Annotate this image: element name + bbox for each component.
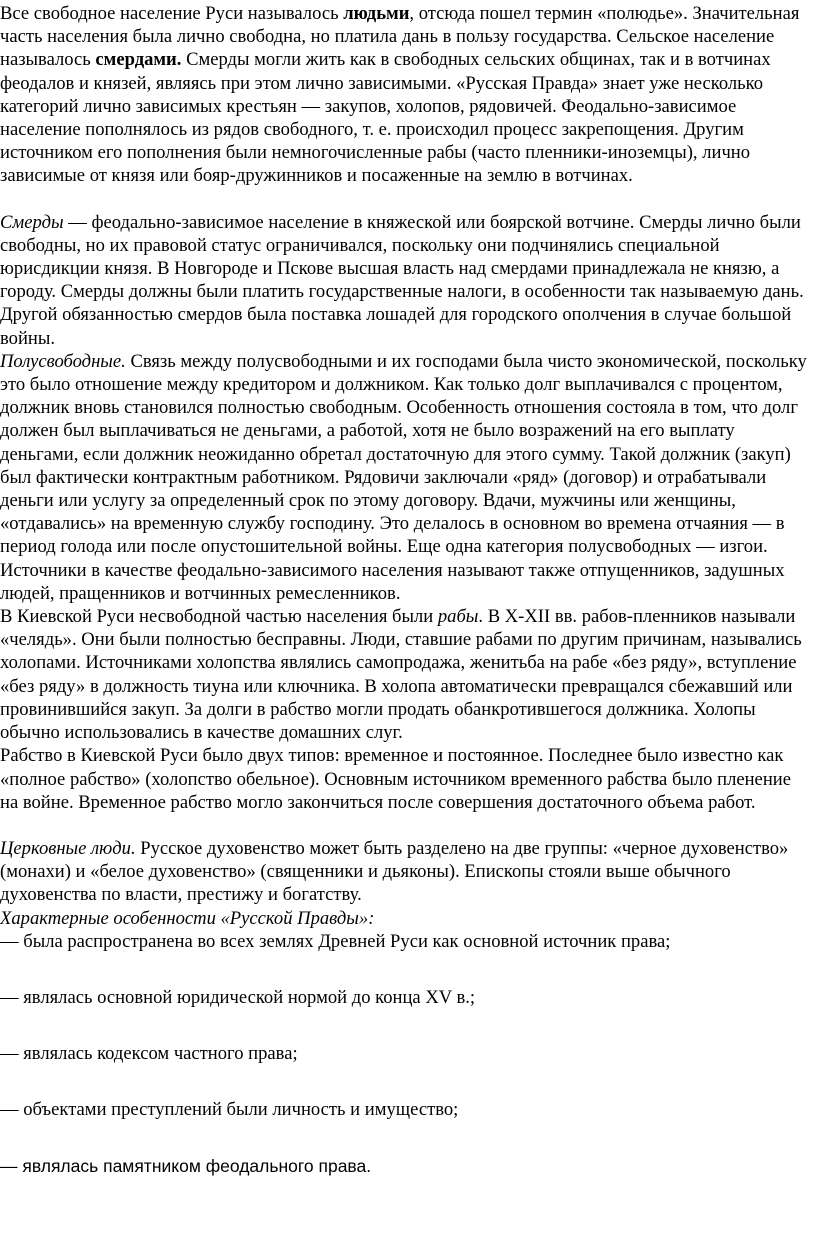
- term-slaves: рабы: [437, 606, 479, 628]
- term-church-people: Церковные люди.: [0, 837, 136, 859]
- blank-line: [0, 1065, 812, 1098]
- text-span: , отсюда пошел термин «полюдье». Значительная часть населения была лично свободна, но платила дань в пользу государства. Сельское население называлось: [0, 3, 800, 71]
- feature-item: — являлась основной юридической нормой до конца XV в.;: [0, 986, 476, 1008]
- feature-item: — объектами преступлений были личность и имущество;: [0, 1099, 459, 1121]
- blank-line: [0, 188, 812, 211]
- blank-line: [0, 814, 812, 837]
- term-smerdy: смердами.: [95, 49, 182, 71]
- blank-line: [0, 1122, 812, 1155]
- term-smerdy-italic: Смерды: [0, 211, 64, 233]
- blank-line: [0, 1009, 812, 1042]
- text-span: Все свободное население Руси называлось: [0, 3, 344, 24]
- paragraph-slavery-types: [0, 744, 812, 814]
- paragraph-smerdy: [0, 211, 812, 350]
- feature-item: — была распространена во всех землях Древней Руси как основной источник права;: [0, 930, 671, 952]
- paragraph-slaves: [0, 605, 812, 744]
- term-lyudi: людьми: [343, 3, 410, 24]
- document-body: [0, 2, 812, 1178]
- text-span: Смерды могли жить как в свободных сельских общинах, так и в вотчинах феодалов и князей, являясь при этом лично зависимыми. «Русская Правда» знает уже несколько категорий лично зависимых крестьян — закупов, холопов, рядовичей. Феодально-зависимое население пополнялось из рядов свободного, т. е. происходил процесс закрепощения. Другим источником его пополнения были немногочисленные рабы (часто пленники-иноземцы), лично зависимые от князя или бояр-дружинников и посаженные на землю в вотчинах.: [0, 49, 771, 187]
- text-span: — феодально-зависимое население в княжеской или боярской вотчине. Смерды лично были свободны, но их правовой статус ограничивался, поскольку они подчинялись специальной юрисдикции князя. В Новгороде и Пскове высшая власть над смердами принадлежала не князю, а городу. Смерды должны были платить государственные налоги, в особенности так называемую дань. Другой обязанностью смердов была поставка лошадей для городского ополчения в случае большой войны.: [0, 211, 804, 349]
- features-heading: Характерные особенности «Русской Правды»:: [0, 907, 375, 929]
- text-span: Рабство в Киевской Руси было двух типов: временное и постоянное. Последнее было известно как «полное рабство» (холопство обельное). Основным источником временного рабства было пленение на войне. Временное рабство могло закончиться после совершения достаточного объема работ.: [0, 745, 791, 813]
- text-span: В Киевской Руси несвободной частью населения были: [0, 606, 438, 628]
- feature-item: — являлась кодексом частного права;: [0, 1043, 298, 1065]
- term-semi-free: Полусвободные.: [0, 350, 126, 372]
- paragraph-population: [0, 2, 812, 188]
- text-span: Русское духовенство может быть разделено на две группы: «черное духовенство» (монахи) и «белое духовенство» (священники и дьяконы). Епископы стояли выше обычного духовенства по власти, престижу и богатству.: [0, 837, 789, 906]
- paragraph-church-people: [0, 837, 812, 907]
- blank-line: [0, 953, 812, 986]
- text-span: Связь между полусвободными и их господами была чисто экономической, поскольку это было отношение между кредитором и должником. Как только долг выплачивался с процентом, должник вновь становился полностью свободным. Особенность отношения состояла в том, что долг должен был выплачиваться не деньгами, а работой, хотя не было возражений на его выплату деньгами, если должник неожиданно обретал достаточную для этого сумму. Такой должник (закуп) был фактически контрактным работником. Рядовичи заключали «ряд» (договор) и отрабатывали деньги или услугу за определенный срок по этому договору. Вдачи, мужчины или женщины, «отдавались» на временную службу господину. Это делалось в основном во времена отчаяния — в период голода или после опустошительной войны. Еще одна категория полусвободных — изгои. Источники в качестве феодально-зависимого населения называют также отпущенников, задушных людей, пращенников и вотчинных ремесленников.: [0, 350, 807, 604]
- paragraph-semi-free: [0, 350, 812, 605]
- text-span: . В X-XII вв. рабов-пленников называли «челядь». Они были полностью бесправны. Люди, ставшие рабами по другим причинам, назывались холопами. Источниками холопства являлись самопродажа, женитьба на рабе «без ряду», вступление «без ряду» в должность тиуна или ключника. В холопа автоматически превращался сбежавший или провинившийся закуп. За долги в рабство могли продать обанкротившегося должника. Холопы обычно использовались в качестве домашних слуг.: [0, 606, 802, 744]
- feature-item: — являлась памятником феодального права.: [0, 1155, 372, 1176]
